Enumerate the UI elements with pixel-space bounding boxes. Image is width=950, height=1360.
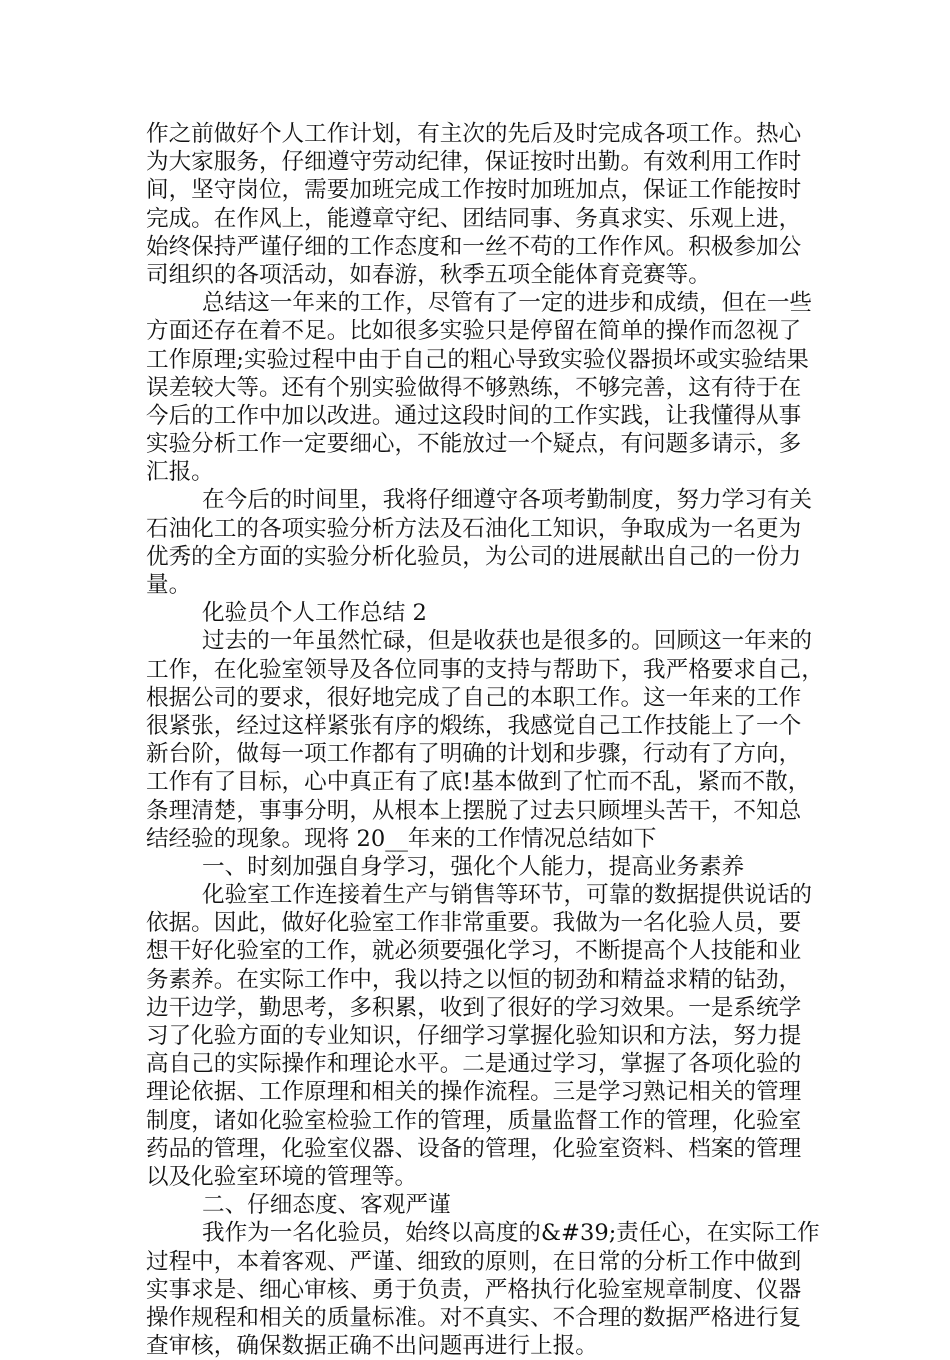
- text-line: 司组织的各项活动，如春游，秋季五项全能体育竞赛等。: [146, 261, 711, 288]
- text-line: 化验室工作连接着生产与销售等环节，可靠的数据提供说话的: [202, 882, 813, 909]
- text-line: 操作规程和相关的质量标准。对不真实、不合理的数据严格进行复: [146, 1304, 802, 1331]
- text-line: 过程中，本着客观、严谨、细致的原则，在日常的分析工作中做到: [146, 1248, 802, 1275]
- text-line: 工作，在化验室领导及各位同事的支持与帮助下，我严格要求自己，: [146, 656, 824, 683]
- text-line: 根据公司的要求，很好地完成了自己的本职工作。这一年来的工作: [146, 684, 802, 711]
- text-line: 今后的工作中加以改进。通过这段时间的工作实践，让我懂得从事: [146, 402, 802, 429]
- text-line: 方面还存在着不足。比如很多实验只是停留在简单的操作而忽视了: [146, 318, 802, 345]
- text-line: 新台阶，做每一项工作都有了明确的计划和步骤，行动有了方向，: [146, 741, 802, 768]
- text-line: 量。: [146, 572, 192, 598]
- text-line: 习了化验方面的专业知识，仔细学习掌握化验知识和方法，努力提: [146, 1023, 802, 1049]
- text-line: 一、时刻加强自身学习，强化个人能力，提高业务素养: [202, 853, 745, 880]
- text-line: 想干好化验室的工作，就必须要强化学习，不断提高个人技能和业: [146, 938, 802, 965]
- text-line: 为大家服务，仔细遵守劳动纪律，保证按时出勤。有效利用工作时: [146, 149, 802, 176]
- text-line: 总结这一年来的工作，尽管有了一定的进步和成绩，但在一些: [202, 290, 813, 317]
- text-line: 结经验的现象。现将 20__年来的工作情况总结如下: [146, 825, 657, 852]
- text-line: 查审核，确保数据正确不出问题再进行上报。: [146, 1333, 598, 1360]
- text-line: 工作有了目标，心中真正有了底!基本做到了忙而不乱，紧而不散，: [146, 769, 811, 796]
- text-line: 实验分析工作一定要细心，不能放过一个疑点，有问题多请示，多: [146, 431, 802, 458]
- document-body: [146, 120, 824, 1360]
- text-line: 完成。在作风上，能遵章守纪、团结同事、务真求实、乐观上进，: [146, 205, 802, 232]
- text-line: 工作原理;实验过程中由于自己的粗心导致实验仪器损坏或实验结果: [146, 346, 809, 373]
- text-line: 药品的管理，化验室仪器、设备的管理，化验室资料、档案的管理: [146, 1135, 802, 1162]
- text-line: 在今后的时间里，我将仔细遵守各项考勤制度，努力学习有关: [202, 487, 813, 514]
- text-line: 理论依据、工作原理和相关的操作流程。三是学习熟记相关的管理: [146, 1079, 802, 1106]
- text-line: 我作为一名化验员，始终以高度的&#39;责任心，在实际工作: [202, 1220, 820, 1247]
- text-line: 作之前做好个人工作计划，有主次的先后及时完成各项工作。热心: [146, 121, 802, 147]
- text-line: 石油化工的各项实验分析方法及石油化工知识，争取成为一名更为: [146, 515, 802, 542]
- text-line: 制度，诸如化验室检验工作的管理，质量监督工作的管理，化验室: [146, 1107, 802, 1134]
- text-line: 间，坚守岗位，需要加班完成工作按时加班加点，保证工作能按时: [146, 177, 802, 204]
- text-line: 优秀的全方面的实验分析化验员，为公司的进展献出自己的一份力: [146, 543, 802, 570]
- text-line: 化验员个人工作总结 2: [202, 600, 427, 627]
- text-line: 始终保持严谨仔细的工作态度和一丝不苟的工作作风。积极参加公: [146, 233, 802, 260]
- text-line: 依据。因此，做好化验室工作非常重要。我做为一名化验人员，要: [146, 910, 802, 937]
- text-line: 实事求是、细心审核、勇于负责，严格执行化验室规章制度、仪器: [146, 1276, 802, 1303]
- text-line: 以及化验室环境的管理等。: [146, 1163, 418, 1190]
- text-line: 过去的一年虽然忙碌，但是收获也是很多的。回顾这一年来的: [202, 628, 813, 655]
- text-line: 二、仔细态度、客观严谨: [202, 1192, 451, 1219]
- text-line: 条理清楚，事事分明，从根本上摆脱了过去只顾埋头苦干，不知总: [146, 797, 802, 824]
- text-line: 边干边学，勤思考，多积累，收到了很好的学习效果。一是系统学: [146, 994, 802, 1021]
- text-line: 很紧张，经过这样紧张有序的煅练，我感觉自己工作技能上了一个: [146, 712, 802, 739]
- text-line: 误差较大等。还有个别实验做得不够熟练，不够完善，这有待于在: [146, 374, 802, 401]
- text-line: 务素养。在实际工作中，我以持之以恒的韧劲和精益求精的钻劲，: [146, 966, 802, 993]
- text-line: 汇报。: [146, 459, 214, 486]
- text-line: 高自己的实际操作和理论水平。二是通过学习，掌握了各项化验的: [146, 1051, 802, 1078]
